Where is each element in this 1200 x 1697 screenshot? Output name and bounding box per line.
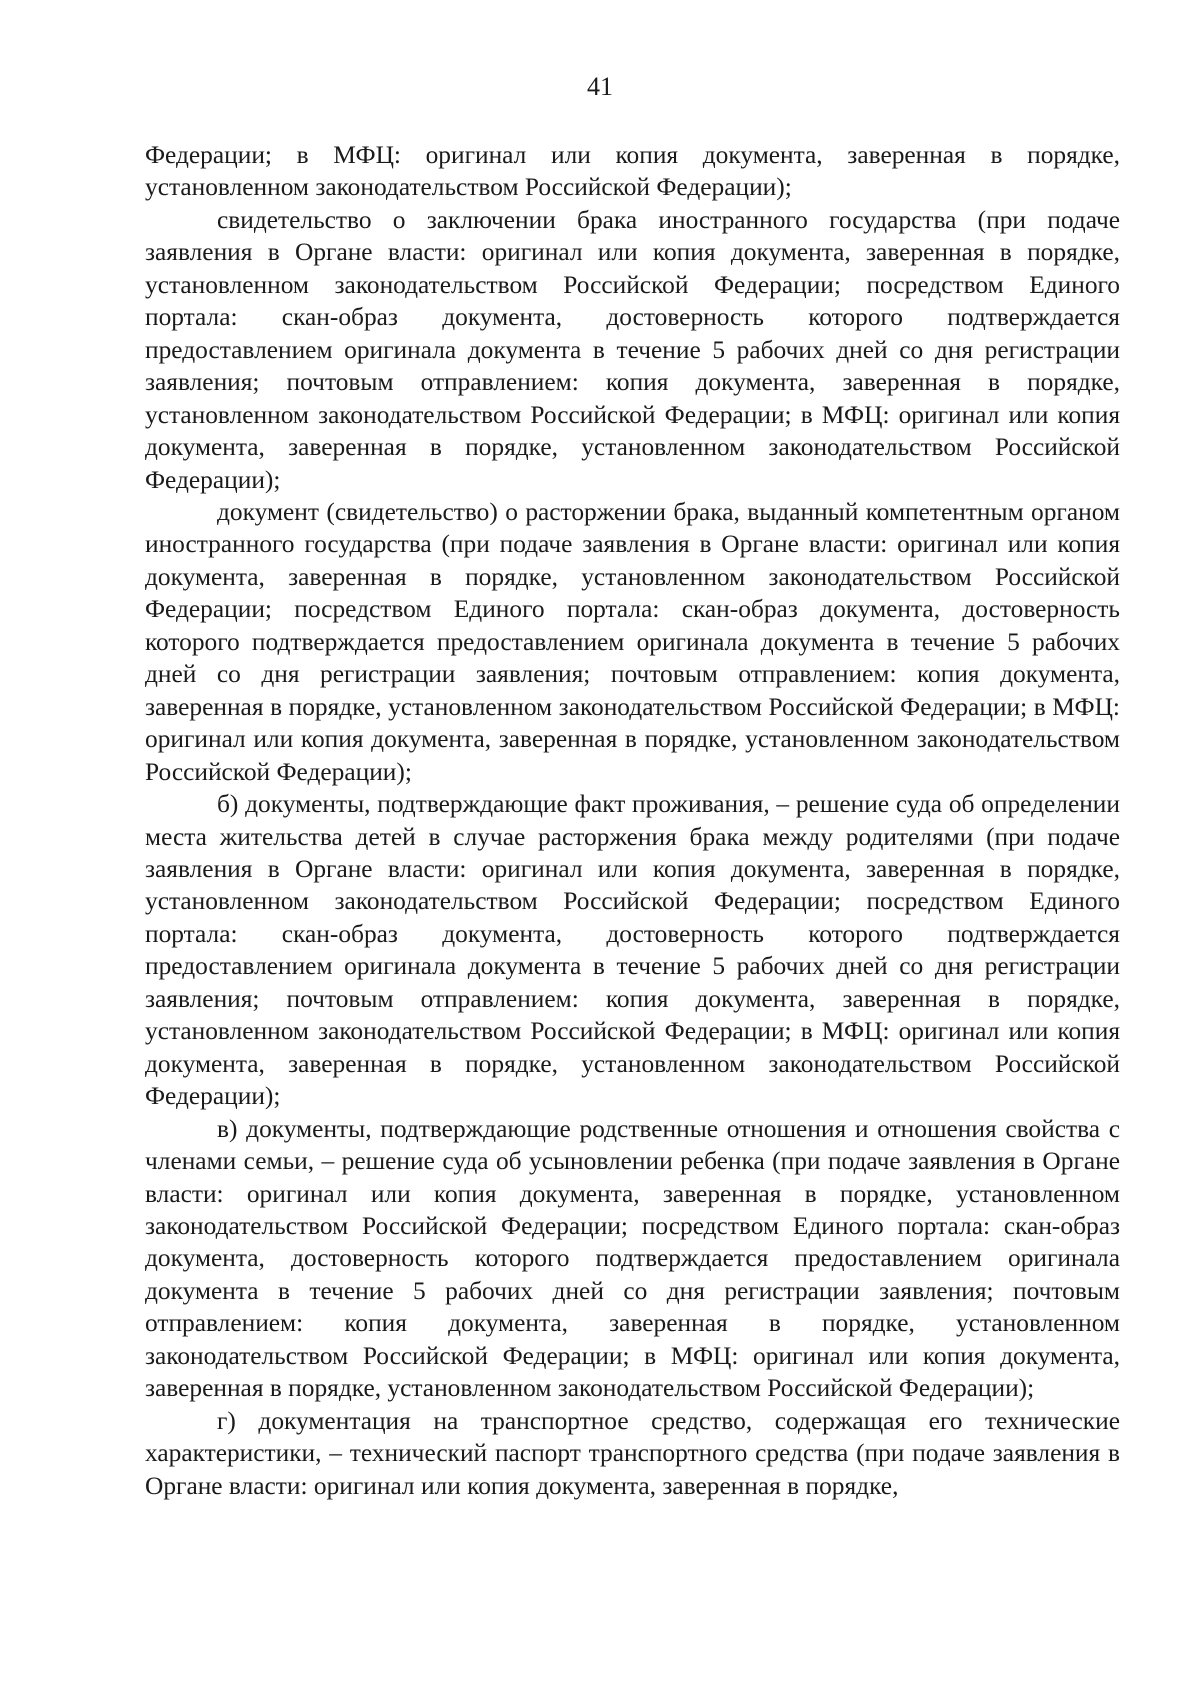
page-number: 41 [587, 72, 613, 101]
paragraph-marriage-certificate: свидетельство о заключении брака иностранного государства (при подаче заявления в Органе власти: оригинал или копия документа, заверенная в порядке, установленном законодательством Российской Федерации; посредством Единого портала: скан-образ документа, достоверность которого подтверждается предоставлением оригинала документа в течение 5 рабочих дней со дня регистрации заявления; почтовым отправлением: копия документа, заверенная в порядке, установленном законодательством Российской Федерации; в МФЦ: оригинал или копия документа, заверенная в порядке, установленном законодательством Российской Федерации); [145, 205, 1120, 494]
paragraph-divorce-certificate: документ (свидетельство) о расторжении брака, выданный компетентным органом иностранного государства (при подаче заявления в Органе власти: оригинал или копия документа, заверенная в порядке, установленном законодательством Российской Федерации; посредством Единого портала: скан-образ документа, достоверность которого подтверждается предоставлением оригинала документа в течение 5 рабочих дней со дня регистрации заявления; почтовым отправлением: копия документа, заверенная в порядке, установленном законодательством Российской Федерации; в МФЦ: оригинал или копия документа, заверенная в порядке, установленном законодательством Российской Федерации); [145, 497, 1120, 786]
document-body [145, 139, 1120, 1502]
paragraph-continuation: Федерации; в МФЦ: оригинал или копия документа, заверенная в порядке, установленном законодательством Российской Федерации); [145, 141, 1120, 202]
paragraph-item-g-vehicle: г) документация на транспортное средство, содержащая его технические характеристики, – технический паспорт транспортного средства (при подаче заявления в Органе власти: оригинал или копия документа, заверенная в порядке, [145, 1406, 1120, 1500]
paragraph-item-v-kinship: в) документы, подтверждающие родственные отношения и отношения свойства с членами семьи, – решение суда об усыновлении ребенка (при подаче заявления в Органе власти: оригинал или копия документа, заверенная в порядке, установленном законодательством Российской Федерации; посредством Единого портала: скан-образ документа, достоверность которого подтверждается предоставлением оригинала документа в течение 5 рабочих дней со дня регистрации заявления; почтовым отправлением: копия документа, заверенная в порядке, установленном законодательством Российской Федерации; в МФЦ: оригинал или копия документа, заверенная в порядке, установленном законодательством Российской Федерации); [145, 1114, 1120, 1403]
paragraph-item-b-residence: б) документы, подтверждающие факт проживания, – решение суда об определении места жительства детей в случае расторжения брака между родителями (при подаче заявления в Органе власти: оригинал или копия документа, заверенная в порядке, установленном законодательством Российской Федерации; посредством Единого портала: скан-образ документа, достоверность которого подтверждается предоставлением оригинала документа в течение 5 рабочих дней со дня регистрации заявления; почтовым отправлением: копия документа, заверенная в порядке, установленном законодательством Российской Федерации; в МФЦ: оригинал или копия документа, заверенная в порядке, установленном законодательством Российской Федерации); [145, 790, 1120, 1111]
